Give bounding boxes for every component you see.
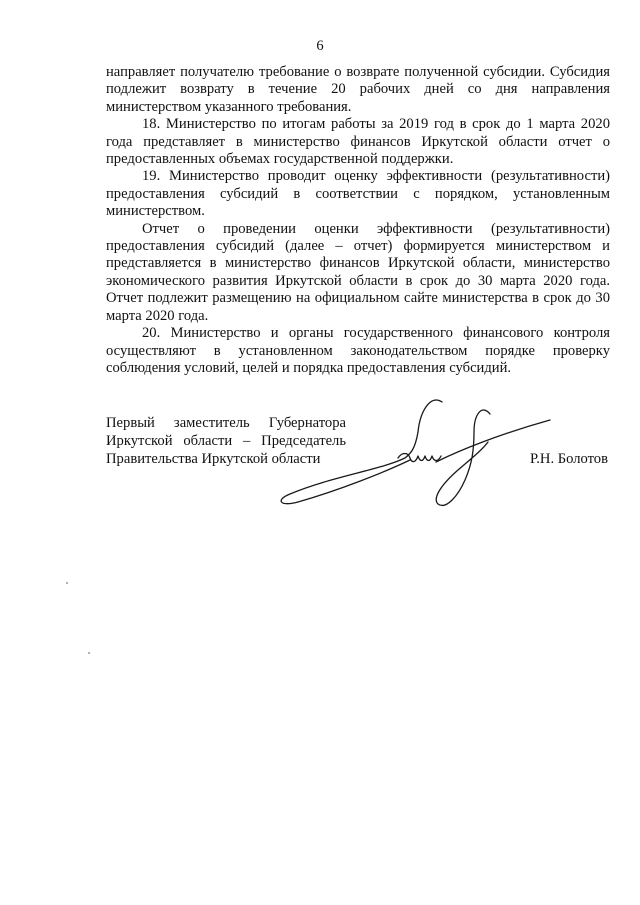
signer-title-line: Иркутской области – Председатель	[106, 433, 346, 449]
paragraph-20: 20. Министерство и органы государственного финансового контроля осуществляют в установленном законодательством порядке проверку соблюдения условий, целей и порядка предоставления субсидий.	[106, 325, 610, 376]
scan-speck	[66, 582, 68, 584]
signer-title-line: Правительства Иркутской области	[106, 451, 321, 467]
paragraph-continuation: направляет получателю требование о возврате полученной субсидии. Субсидия подлежит возврату в течение 20 рабочих дней со дня направления министерством указанного требования.	[106, 64, 610, 115]
paragraph-report: Отчет о проведении оценки эффективности (результативности) предоставления субсидий (далее – отчет) формируется министерством и представляется в министерство финансов Иркутской области, министерство экономического развития Иркутской области в срок до 30 марта 2020 года. Отчет подлежит размещению на официальном сайте министерства в срок до 30 марта 2020 года.	[106, 220, 610, 324]
handwritten-signature	[260, 392, 560, 522]
paragraph-19: 19. Министерство проводит оценку эффективности (результативности) предоставления субсидий в соответствии с порядком, установленным министерством.	[106, 168, 610, 220]
scan-speck	[88, 652, 90, 654]
signer-name: Р.Н. Болотов	[529, 451, 608, 467]
page-number: 6	[316, 38, 324, 54]
document-body	[106, 64, 610, 377]
signer-title-line: Первый заместитель Губернатора	[106, 415, 346, 431]
paragraph-18: 18. Министерство по итогам работы за 2019 год в срок до 1 марта 2020 года представляет в министерство финансов Иркутской области отчет о предоставленных объемах государственной поддержки.	[106, 116, 610, 168]
